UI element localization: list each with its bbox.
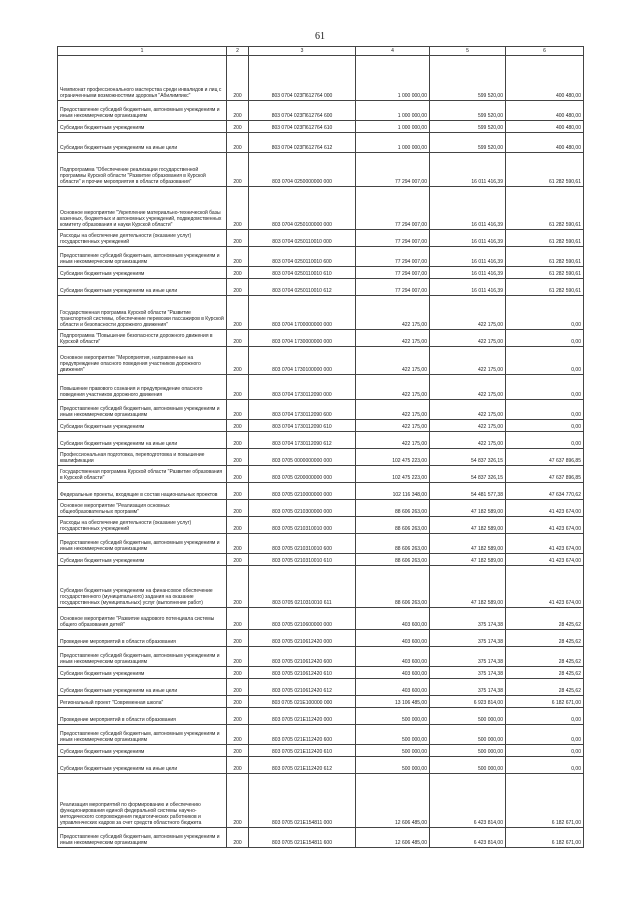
cell-name: Основное мероприятие "Реализация основных общеобразовательных программ" [58,500,227,517]
table-row [58,400,584,420]
cell-approved: 422 175,00 [356,296,430,330]
cell-executed: 16 011 416,39 [430,153,506,187]
table-row [58,330,584,347]
cell-budget-code: 803 0705 0210310010 611 [249,566,356,608]
cell-approved: 403 600,00 [356,679,430,696]
cell-approved: 422 175,00 [356,420,430,432]
cell-approved: 12 606 485,00 [356,774,430,828]
cell-line-code: 200 [227,708,249,725]
cell-line-code: 200 [227,267,249,279]
col-header: 6 [506,47,584,56]
cell-executed: 599 520,00 [430,56,506,101]
cell-line-code: 200 [227,121,249,133]
cell-name: Предоставление субсидий бюджетным, автономным учреждениям и иным некоммерческим организациям [58,725,227,745]
cell-executed: 16 011 416,39 [430,279,506,296]
cell-budget-code: 803 0704 023П612764 000 [249,56,356,101]
cell-approved: 1 000 000,00 [356,133,430,153]
budget-table [57,46,584,848]
cell-line-code: 200 [227,696,249,708]
cell-budget-code: 803 0704 1730112090 610 [249,420,356,432]
cell-name: Региональный проект "Современная школа" [58,696,227,708]
cell-budget-code: 803 0705 0000000000 000 [249,449,356,466]
cell-executed: 422 175,00 [430,375,506,400]
cell-name: Предоставление субсидий бюджетным, автономным учреждениям и иным некоммерческим организациям [58,828,227,848]
cell-executed: 422 175,00 [430,432,506,449]
cell-name: Государственная программа Курской области "Развитие образования в Курской области" [58,466,227,483]
cell-executed: 599 520,00 [430,133,506,153]
cell-budget-code: 803 0705 021E154811 000 [249,774,356,828]
cell-executed: 47 182 589,00 [430,517,506,534]
cell-approved: 88 606 263,00 [356,554,430,566]
cell-unexecuted: 0,00 [506,725,584,745]
cell-line-code: 200 [227,566,249,608]
cell-line-code: 200 [227,101,249,121]
table-row [58,230,584,247]
cell-budget-code: 803 0704 1730000000 000 [249,330,356,347]
cell-unexecuted: 41 423 674,00 [506,500,584,517]
cell-budget-code: 803 0705 0210310010 600 [249,534,356,554]
cell-budget-code: 803 0705 021E112420 000 [249,708,356,725]
cell-name: Государственная программа Курской области "Развитие транспортной системы, обеспечение перевозки пассажиров в Курской области и безопасности дорожного движения" [58,296,227,330]
cell-approved: 403 600,00 [356,630,430,647]
cell-approved: 422 175,00 [356,347,430,375]
cell-approved: 88 606 263,00 [356,534,430,554]
cell-name: Предоставление субсидий бюджетным, автономным учреждениям и иным некоммерческим организациям [58,247,227,267]
cell-approved: 403 600,00 [356,608,430,630]
cell-name: Федеральные проекты, входящие в состав национальных проектов [58,483,227,500]
cell-budget-code: 803 0704 0250110010 000 [249,230,356,247]
cell-executed: 16 011 416,39 [430,187,506,230]
cell-name: Подпрограмма "Обеспечение реализации государственной программы Курской области "Развитие образования в Курской области" и прочие мероприятия в области образования" [58,153,227,187]
cell-unexecuted: 61 282 590,61 [506,153,584,187]
cell-approved: 77 294 007,00 [356,230,430,247]
cell-budget-code: 803 0704 1700000000 000 [249,296,356,330]
cell-unexecuted: 400 480,00 [506,101,584,121]
table-row [58,667,584,679]
cell-budget-code: 803 0705 021E100000 000 [249,696,356,708]
cell-executed: 375 174,38 [430,647,506,667]
cell-line-code: 200 [227,375,249,400]
cell-executed: 6 423 814,00 [430,774,506,828]
cell-unexecuted: 0,00 [506,400,584,420]
col-header: 3 [249,47,356,56]
cell-unexecuted: 61 282 590,61 [506,247,584,267]
cell-executed: 375 174,38 [430,679,506,696]
cell-line-code: 200 [227,296,249,330]
cell-unexecuted: 0,00 [506,757,584,774]
cell-name: Основное мероприятие "Развитие кадрового потенциала системы общего образования детей" [58,608,227,630]
cell-line-code: 200 [227,230,249,247]
cell-unexecuted: 0,00 [506,708,584,725]
cell-budget-code: 803 0705 0210310010 000 [249,517,356,534]
cell-executed: 47 182 589,00 [430,500,506,517]
cell-name: Субсидии бюджетным учреждениям на иные цели [58,133,227,153]
cell-name: Субсидии бюджетным учреждениям на финансовое обеспечение государственного (муниципального) задания на оказание государственных (муниципальных) услуг (выполнение работ) [58,566,227,608]
cell-budget-code: 803 0705 0210600000 000 [249,608,356,630]
cell-line-code: 200 [227,534,249,554]
cell-unexecuted: 0,00 [506,296,584,330]
cell-executed: 375 174,38 [430,608,506,630]
cell-executed: 16 011 416,39 [430,247,506,267]
cell-budget-code: 803 0705 0210310010 610 [249,554,356,566]
table-row [58,500,584,517]
cell-name: Предоставление субсидий бюджетным, автономным учреждениям и иным некоммерческим организациям [58,101,227,121]
cell-name: Проведение мероприятий в области образования [58,630,227,647]
cell-line-code: 200 [227,420,249,432]
table-row [58,449,584,466]
cell-line-code: 200 [227,500,249,517]
cell-approved: 403 600,00 [356,667,430,679]
table-row [58,630,584,647]
cell-line-code: 200 [227,449,249,466]
cell-executed: 54 837 326,15 [430,466,506,483]
cell-budget-code: 803 0704 023П612764 600 [249,101,356,121]
cell-budget-code: 803 0705 021E112420 600 [249,725,356,745]
cell-budget-code: 803 0705 0210612420 600 [249,647,356,667]
cell-unexecuted: 41 423 674,00 [506,534,584,554]
cell-budget-code: 803 0705 021E154811 600 [249,828,356,848]
cell-name: Субсидии бюджетным учреждениям на иные цели [58,679,227,696]
cell-line-code: 200 [227,279,249,296]
cell-line-code: 200 [227,517,249,534]
cell-approved: 88 606 263,00 [356,566,430,608]
table-row [58,420,584,432]
cell-unexecuted: 47 637 896,85 [506,466,584,483]
cell-executed: 500 000,00 [430,757,506,774]
cell-line-code: 200 [227,400,249,420]
table-row [58,432,584,449]
cell-line-code: 200 [227,667,249,679]
cell-unexecuted: 6 182 671,00 [506,774,584,828]
cell-unexecuted: 47 637 896,85 [506,449,584,466]
cell-budget-code: 803 0704 1730100000 000 [249,347,356,375]
cell-unexecuted: 61 282 590,61 [506,267,584,279]
col-header: 4 [356,47,430,56]
cell-executed: 500 000,00 [430,725,506,745]
cell-approved: 500 000,00 [356,708,430,725]
cell-approved: 88 606 263,00 [356,517,430,534]
cell-executed: 422 175,00 [430,420,506,432]
col-header: 1 [58,47,227,56]
cell-unexecuted: 0,00 [506,432,584,449]
table-row [58,101,584,121]
table-row [58,267,584,279]
cell-name: Субсидии бюджетным учреждениям [58,745,227,757]
cell-executed: 16 011 416,39 [430,267,506,279]
cell-line-code: 200 [227,347,249,375]
cell-line-code: 200 [227,608,249,630]
cell-line-code: 200 [227,745,249,757]
table-row [58,725,584,745]
cell-line-code: 200 [227,725,249,745]
table-row [58,466,584,483]
cell-budget-code: 803 0704 1730112090 600 [249,400,356,420]
cell-budget-code: 803 0705 0210612420 000 [249,630,356,647]
cell-name: Субсидии бюджетным учреждениям на иные цели [58,432,227,449]
cell-approved: 1 000 000,00 [356,101,430,121]
cell-approved: 102 116 348,00 [356,483,430,500]
cell-approved: 77 294 007,00 [356,279,430,296]
cell-unexecuted: 6 182 671,00 [506,696,584,708]
cell-executed: 500 000,00 [430,745,506,757]
cell-name: Субсидии бюджетным учреждениям [58,554,227,566]
cell-name: Повышение правового сознания и предупреждение опасного поведения участников дорожного движения [58,375,227,400]
cell-line-code: 200 [227,630,249,647]
cell-unexecuted: 400 480,00 [506,56,584,101]
cell-line-code: 200 [227,432,249,449]
table-row [58,121,584,133]
cell-unexecuted: 41 423 674,00 [506,554,584,566]
table-row [58,347,584,375]
cell-approved: 403 600,00 [356,647,430,667]
cell-executed: 54 481 577,38 [430,483,506,500]
table-row [58,534,584,554]
cell-budget-code: 803 0705 0210000000 000 [249,483,356,500]
cell-unexecuted: 6 182 671,00 [506,828,584,848]
cell-approved: 12 606 485,00 [356,828,430,848]
cell-name: Профессиональная подготовка, переподготовка и повышение квалификации [58,449,227,466]
cell-budget-code: 803 0704 1730112090 612 [249,432,356,449]
cell-budget-code: 803 0705 0200000000 000 [249,466,356,483]
table-row [58,153,584,187]
table-row [58,647,584,667]
cell-unexecuted: 0,00 [506,347,584,375]
cell-unexecuted: 28 425,62 [506,647,584,667]
cell-name: Основное мероприятие "Укрепление материально-технической базы казенных, бюджетных и автономных учреждений, подведомственных комитету образования и науки Курской области" [58,187,227,230]
table-row [58,774,584,828]
cell-executed: 47 182 589,00 [430,534,506,554]
cell-executed: 599 520,00 [430,121,506,133]
cell-unexecuted: 61 282 590,61 [506,279,584,296]
cell-approved: 500 000,00 [356,725,430,745]
cell-name: Подпрограмма "Повышение безопасности дорожного движения в Курской области" [58,330,227,347]
cell-budget-code: 803 0705 0210612420 610 [249,667,356,679]
cell-executed: 375 174,38 [430,667,506,679]
cell-line-code: 200 [227,466,249,483]
cell-line-code: 200 [227,554,249,566]
cell-executed: 500 000,00 [430,708,506,725]
cell-line-code: 200 [227,828,249,848]
table-row [58,187,584,230]
cell-executed: 375 174,38 [430,630,506,647]
cell-name: Субсидии бюджетным учреждениям на иные цели [58,279,227,296]
cell-approved: 500 000,00 [356,745,430,757]
cell-name: Субсидии бюджетным учреждениям [58,121,227,133]
col-header: 2 [227,47,249,56]
cell-line-code: 200 [227,757,249,774]
table-header-row [58,47,584,56]
table-row [58,708,584,725]
cell-name: Реализация мероприятий по формированию и обеспечению функционирования единой федеральной системы научно-методического сопровождения педагогических работников и управленческих кадров за счет средств областного бюджета [58,774,227,828]
cell-name: Основное мероприятие "Мероприятия, направленные на предупреждение опасного поведения участников дорожного движения" [58,347,227,375]
table-row [58,296,584,330]
cell-line-code: 200 [227,774,249,828]
cell-budget-code: 803 0704 023П612764 612 [249,133,356,153]
cell-executed: 599 520,00 [430,101,506,121]
cell-executed: 16 011 416,39 [430,230,506,247]
cell-budget-code: 803 0704 0250110010 600 [249,247,356,267]
cell-line-code: 200 [227,679,249,696]
cell-name: Субсидии бюджетным учреждениям [58,420,227,432]
cell-name: Предоставление субсидий бюджетным, автономным учреждениям и иным некоммерческим организациям [58,647,227,667]
col-header: 5 [430,47,506,56]
cell-executed: 422 175,00 [430,347,506,375]
cell-unexecuted: 0,00 [506,745,584,757]
cell-unexecuted: 28 425,62 [506,608,584,630]
cell-unexecuted: 28 425,62 [506,667,584,679]
cell-unexecuted: 0,00 [506,420,584,432]
cell-approved: 422 175,00 [356,432,430,449]
cell-unexecuted: 28 425,62 [506,630,584,647]
cell-approved: 77 294 007,00 [356,187,430,230]
cell-unexecuted: 61 282 590,61 [506,187,584,230]
table-row [58,279,584,296]
cell-executed: 6 923 814,00 [430,696,506,708]
cell-approved: 422 175,00 [356,375,430,400]
cell-name: Чемпионат профессионального мастерства среди инвалидов и лиц с ограниченными возможностями здоровья "Абилимпикс" [58,56,227,101]
table-row [58,566,584,608]
cell-approved: 13 106 485,00 [356,696,430,708]
cell-approved: 77 294 007,00 [356,153,430,187]
cell-line-code: 200 [227,187,249,230]
cell-executed: 54 837 326,15 [430,449,506,466]
cell-budget-code: 803 0705 0210612420 612 [249,679,356,696]
cell-executed: 422 175,00 [430,330,506,347]
cell-name: Субсидии бюджетным учреждениям на иные цели [58,757,227,774]
cell-executed: 47 182 589,00 [430,566,506,608]
cell-approved: 77 294 007,00 [356,267,430,279]
cell-line-code: 200 [227,483,249,500]
cell-approved: 1 000 000,00 [356,56,430,101]
cell-name: Расходы на обеспечение деятельности (оказание услуг) государственных учреждений [58,517,227,534]
cell-approved: 88 606 263,00 [356,500,430,517]
cell-budget-code: 803 0705 0210300000 000 [249,500,356,517]
cell-executed: 47 182 589,00 [430,554,506,566]
table-row [58,745,584,757]
cell-line-code: 200 [227,647,249,667]
cell-budget-code: 803 0704 023П612764 610 [249,121,356,133]
cell-budget-code: 803 0704 0250110010 610 [249,267,356,279]
cell-unexecuted: 400 480,00 [506,121,584,133]
cell-name: Субсидии бюджетным учреждениям [58,667,227,679]
cell-unexecuted: 41 423 674,00 [506,517,584,534]
table-row [58,696,584,708]
cell-approved: 1 000 000,00 [356,121,430,133]
cell-approved: 77 294 007,00 [356,247,430,267]
cell-unexecuted: 47 634 770,62 [506,483,584,500]
table-row [58,56,584,101]
cell-budget-code: 803 0704 0250000000 000 [249,153,356,187]
table-row [58,608,584,630]
cell-approved: 102 475 223,00 [356,449,430,466]
cell-budget-code: 803 0704 0250110010 612 [249,279,356,296]
cell-line-code: 200 [227,330,249,347]
cell-unexecuted: 0,00 [506,375,584,400]
cell-name: Расходы на обеспечение деятельности (оказание услуг) государственных учреждений [58,230,227,247]
cell-name: Субсидии бюджетным учреждениям [58,267,227,279]
cell-line-code: 200 [227,153,249,187]
table-row [58,828,584,848]
cell-executed: 422 175,00 [430,400,506,420]
cell-unexecuted: 41 423 674,00 [506,566,584,608]
cell-executed: 422 175,00 [430,296,506,330]
table-row [58,375,584,400]
cell-budget-code: 803 0704 0250100000 000 [249,187,356,230]
cell-line-code: 200 [227,133,249,153]
table-row [58,133,584,153]
cell-unexecuted: 400 480,00 [506,133,584,153]
cell-line-code: 200 [227,247,249,267]
table-row [58,247,584,267]
cell-unexecuted: 28 425,62 [506,679,584,696]
cell-unexecuted: 0,00 [506,330,584,347]
cell-name: Предоставление субсидий бюджетным, автономным учреждениям и иным некоммерческим организациям [58,534,227,554]
cell-approved: 102 475 223,00 [356,466,430,483]
table-row [58,483,584,500]
cell-name: Проведение мероприятий в области образования [58,708,227,725]
cell-line-code: 200 [227,56,249,101]
table-row [58,554,584,566]
cell-approved: 422 175,00 [356,400,430,420]
table-row [58,757,584,774]
cell-approved: 422 175,00 [356,330,430,347]
table-row [58,679,584,696]
page-number: 61 [315,31,325,42]
cell-approved: 500 000,00 [356,757,430,774]
cell-executed: 6 423 814,00 [430,828,506,848]
cell-name: Предоставление субсидий бюджетным, автономным учреждениям и иным некоммерческим организациям [58,400,227,420]
cell-unexecuted: 61 282 590,61 [506,230,584,247]
cell-budget-code: 803 0704 1730112090 000 [249,375,356,400]
table-row [58,517,584,534]
cell-budget-code: 803 0705 021E112420 610 [249,745,356,757]
cell-budget-code: 803 0705 021E112420 612 [249,757,356,774]
